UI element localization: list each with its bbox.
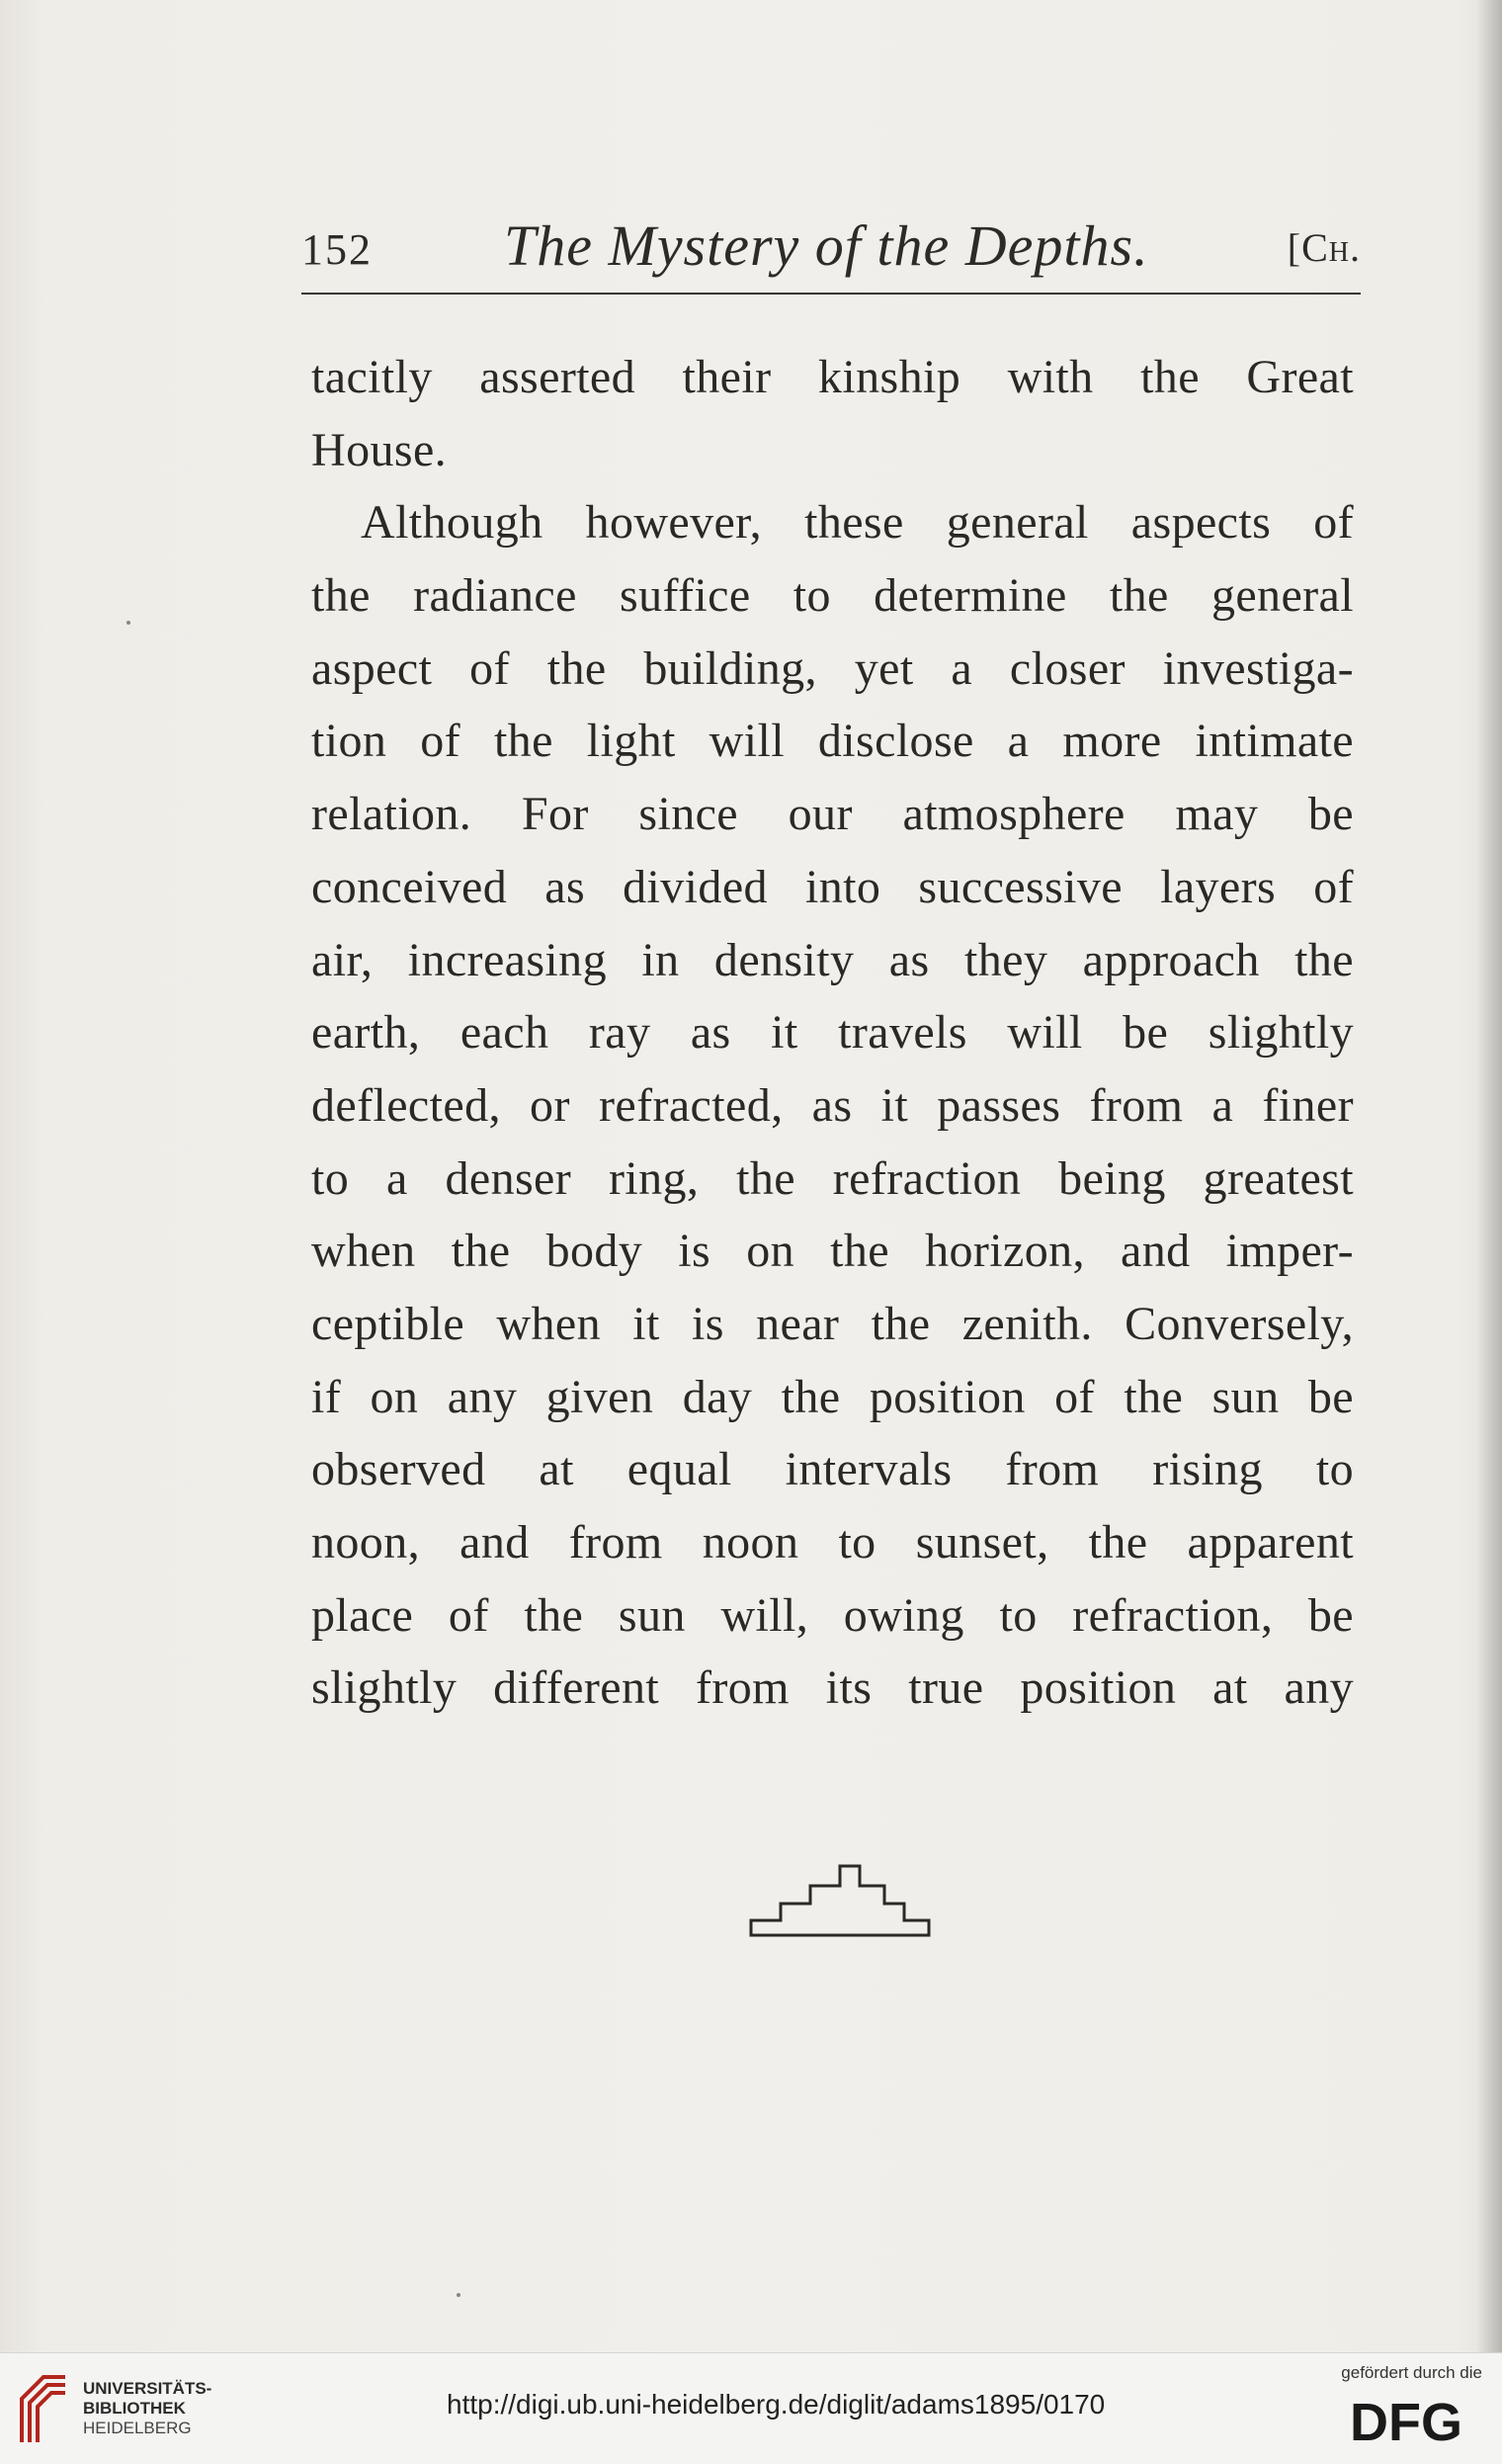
- step-pyramid-ornament: [741, 1836, 939, 1945]
- library-logo-icon: [14, 2369, 73, 2450]
- running-head: [301, 212, 1361, 282]
- text-line: House.: [311, 423, 448, 476]
- dfg-logo: [1332, 2387, 1480, 2452]
- margin-speck: [457, 2293, 460, 2297]
- text-line: ceptible when it is near the zenith. Conversely,: [311, 1297, 1354, 1350]
- text-line: tacitly asserted their kinship with the Great: [311, 351, 1354, 403]
- header-rule: [301, 293, 1361, 295]
- page-number: 152: [301, 225, 373, 274]
- text-line: when the body is on the horizon, and imper-: [311, 1225, 1354, 1278]
- text-line: relation. For since our atmosphere may be: [311, 788, 1354, 841]
- text-line: conceived as divided into successive layers of: [311, 860, 1354, 913]
- text-line: deflected, or refracted, as it passes from a finer: [311, 1078, 1354, 1132]
- text-line: noon, and from noon to sunset, the apparent: [311, 1516, 1354, 1569]
- viewer-footer: [0, 2352, 1502, 2464]
- library-name: [83, 2379, 211, 2438]
- library-name-line: BIBLIOTHEK: [83, 2399, 186, 2418]
- library-name-line: HEIDELBERG: [83, 2419, 192, 2437]
- running-title: The Mystery of the Depths.: [504, 213, 1149, 278]
- text-line: to a denser ring, the refraction being greatest: [311, 1151, 1354, 1205]
- text-line: earth, each ray as it travels will be slightly: [311, 1006, 1354, 1060]
- funded-by-label: gefördert durch die: [1341, 2363, 1482, 2382]
- text-line: if on any given day the position of the sun be: [311, 1370, 1354, 1423]
- body-text: [311, 341, 1354, 1725]
- text-line: observed at equal intervals from rising to: [311, 1443, 1354, 1496]
- permalink-url[interactable]: http://digi.ub.uni-heidelberg.de/diglit/adams1895/0170: [447, 2389, 1106, 2420]
- library-name-line: UNIVERSITÄTS-: [83, 2379, 212, 2398]
- chapter-marker: [Ch.: [1287, 225, 1361, 270]
- spine-shadow: [1476, 0, 1502, 2352]
- text-line: the radiance suffice to determine the general: [311, 569, 1354, 623]
- text-line: aspect of the building, yet a closer investiga-: [311, 641, 1354, 695]
- text-line: place of the sun will, owing to refraction, be: [311, 1588, 1354, 1642]
- margin-speck: [126, 621, 130, 625]
- text-line: tion of the light will disclose a more intimate: [311, 715, 1354, 768]
- text-line: Although however, these general aspects of: [361, 496, 1354, 550]
- dfg-logo-text: DFG: [1350, 2393, 1462, 2452]
- text-line: slightly different from its true position at any: [311, 1661, 1354, 1715]
- text-line: air, increasing in density as they approach the: [311, 933, 1354, 986]
